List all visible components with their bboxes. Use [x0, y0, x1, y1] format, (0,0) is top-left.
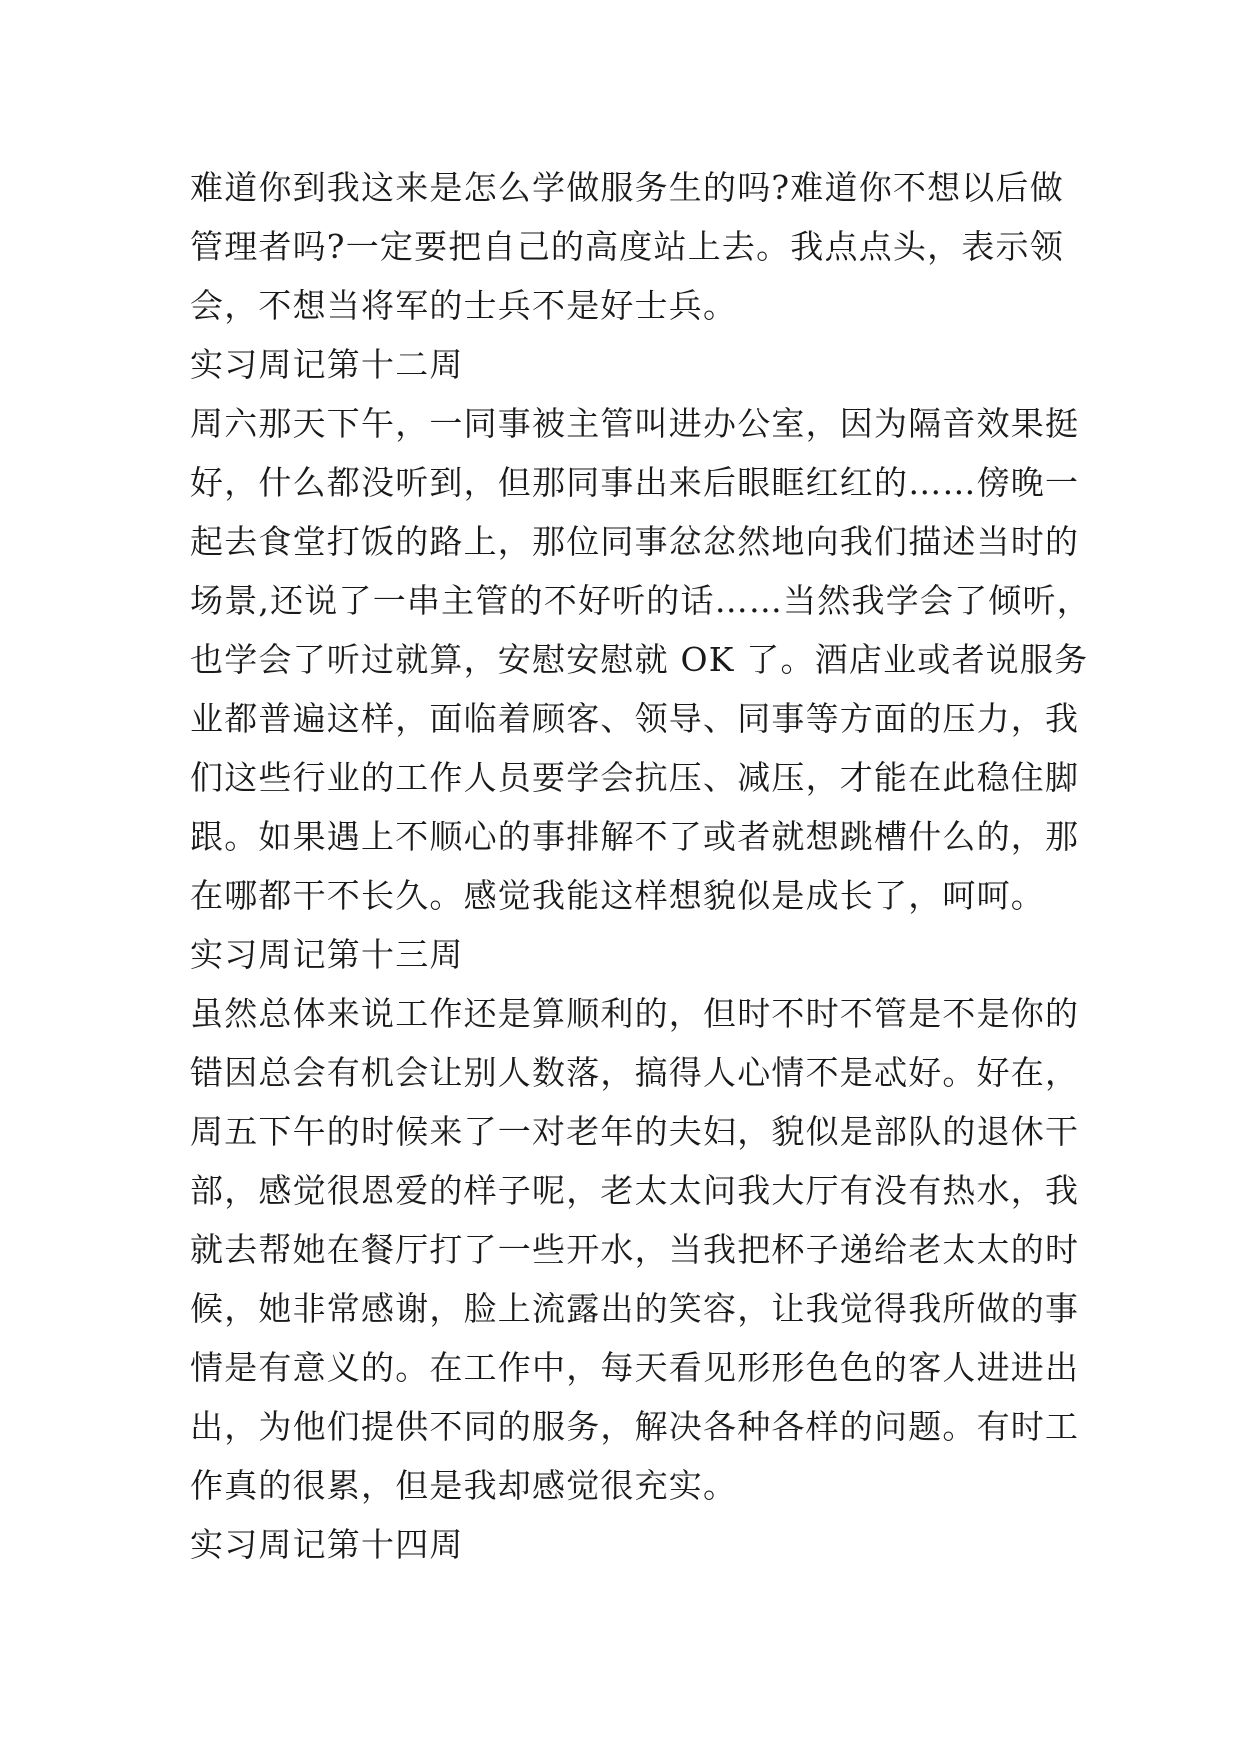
- body-text-line: 业都普遍这样，面临着顾客、领导、同事等方面的压力，我: [190, 699, 1080, 738]
- body-text-line: 作真的很累，但是我却感觉很充实。: [190, 1466, 738, 1505]
- body-text-line: 在哪都干不长久。感觉我能这样想貌似是成长了，呵呵。: [190, 876, 1045, 915]
- body-text-line: 情是有意义的。在工作中，每天看见形形色色的客人进进出: [190, 1348, 1080, 1387]
- body-text-line: 跟。如果遇上不顺心的事排解不了或者就想跳槽什么的，那: [190, 817, 1080, 856]
- document-page: [190, 158, 1091, 1574]
- body-text-line: 候，她非常感谢，脸上流露出的笑容，让我觉得我所做的事: [190, 1289, 1080, 1328]
- body-text-line: 好，什么都没听到，但那同事出来后眼眶红红的……傍晚一: [190, 463, 1080, 502]
- body-text-line: 错因总会有机会让别人数落，搞得人心情不是忒好。好在，: [190, 1053, 1080, 1092]
- section-heading-week-12: 实习周记第十二周: [190, 345, 464, 384]
- section-heading-week-14: 实习周记第十四周: [190, 1525, 464, 1564]
- body-text-line: 出，为他们提供不同的服务，解决各种各样的问题。有时工: [190, 1407, 1080, 1446]
- body-text-line: 场景,还说了一串主管的不好听的话……当然我学会了倾听，: [190, 581, 1091, 620]
- body-text-line: 们这些行业的工作人员要学会抗压、减压，才能在此稳住脚: [190, 758, 1080, 797]
- body-text-line: 难道你到我这来是怎么学做服务生的吗?难道你不想以后做: [190, 168, 1064, 207]
- body-text-line: 起去食堂打饭的路上，那位同事忿忿然地向我们描述当时的: [190, 522, 1080, 561]
- body-text-line: 会，不想当将军的士兵不是好士兵。: [190, 286, 738, 325]
- body-text-line: 周六那天下午，一同事被主管叫进办公室，因为隔音效果挺: [190, 404, 1080, 443]
- body-text-line: 周五下午的时候来了一对老年的夫妇，貌似是部队的退休干: [190, 1112, 1080, 1151]
- body-text-line: 部，感觉很恩爱的样子呢，老太太问我大厅有没有热水，我: [190, 1171, 1080, 1210]
- body-text-line: 就去帮她在餐厅打了一些开水，当我把杯子递给老太太的时: [190, 1230, 1080, 1269]
- body-text-line: 也学会了听过就算，安慰安慰就 OK 了。酒店业或者说服务: [190, 640, 1089, 679]
- body-text-line: 虽然总体来说工作还是算顺利的，但时不时不管是不是你的: [190, 994, 1080, 1033]
- body-text-line: 管理者吗?一定要把自己的高度站上去。我点点头，表示领: [190, 227, 1064, 266]
- section-heading-week-13: 实习周记第十三周: [190, 935, 464, 974]
